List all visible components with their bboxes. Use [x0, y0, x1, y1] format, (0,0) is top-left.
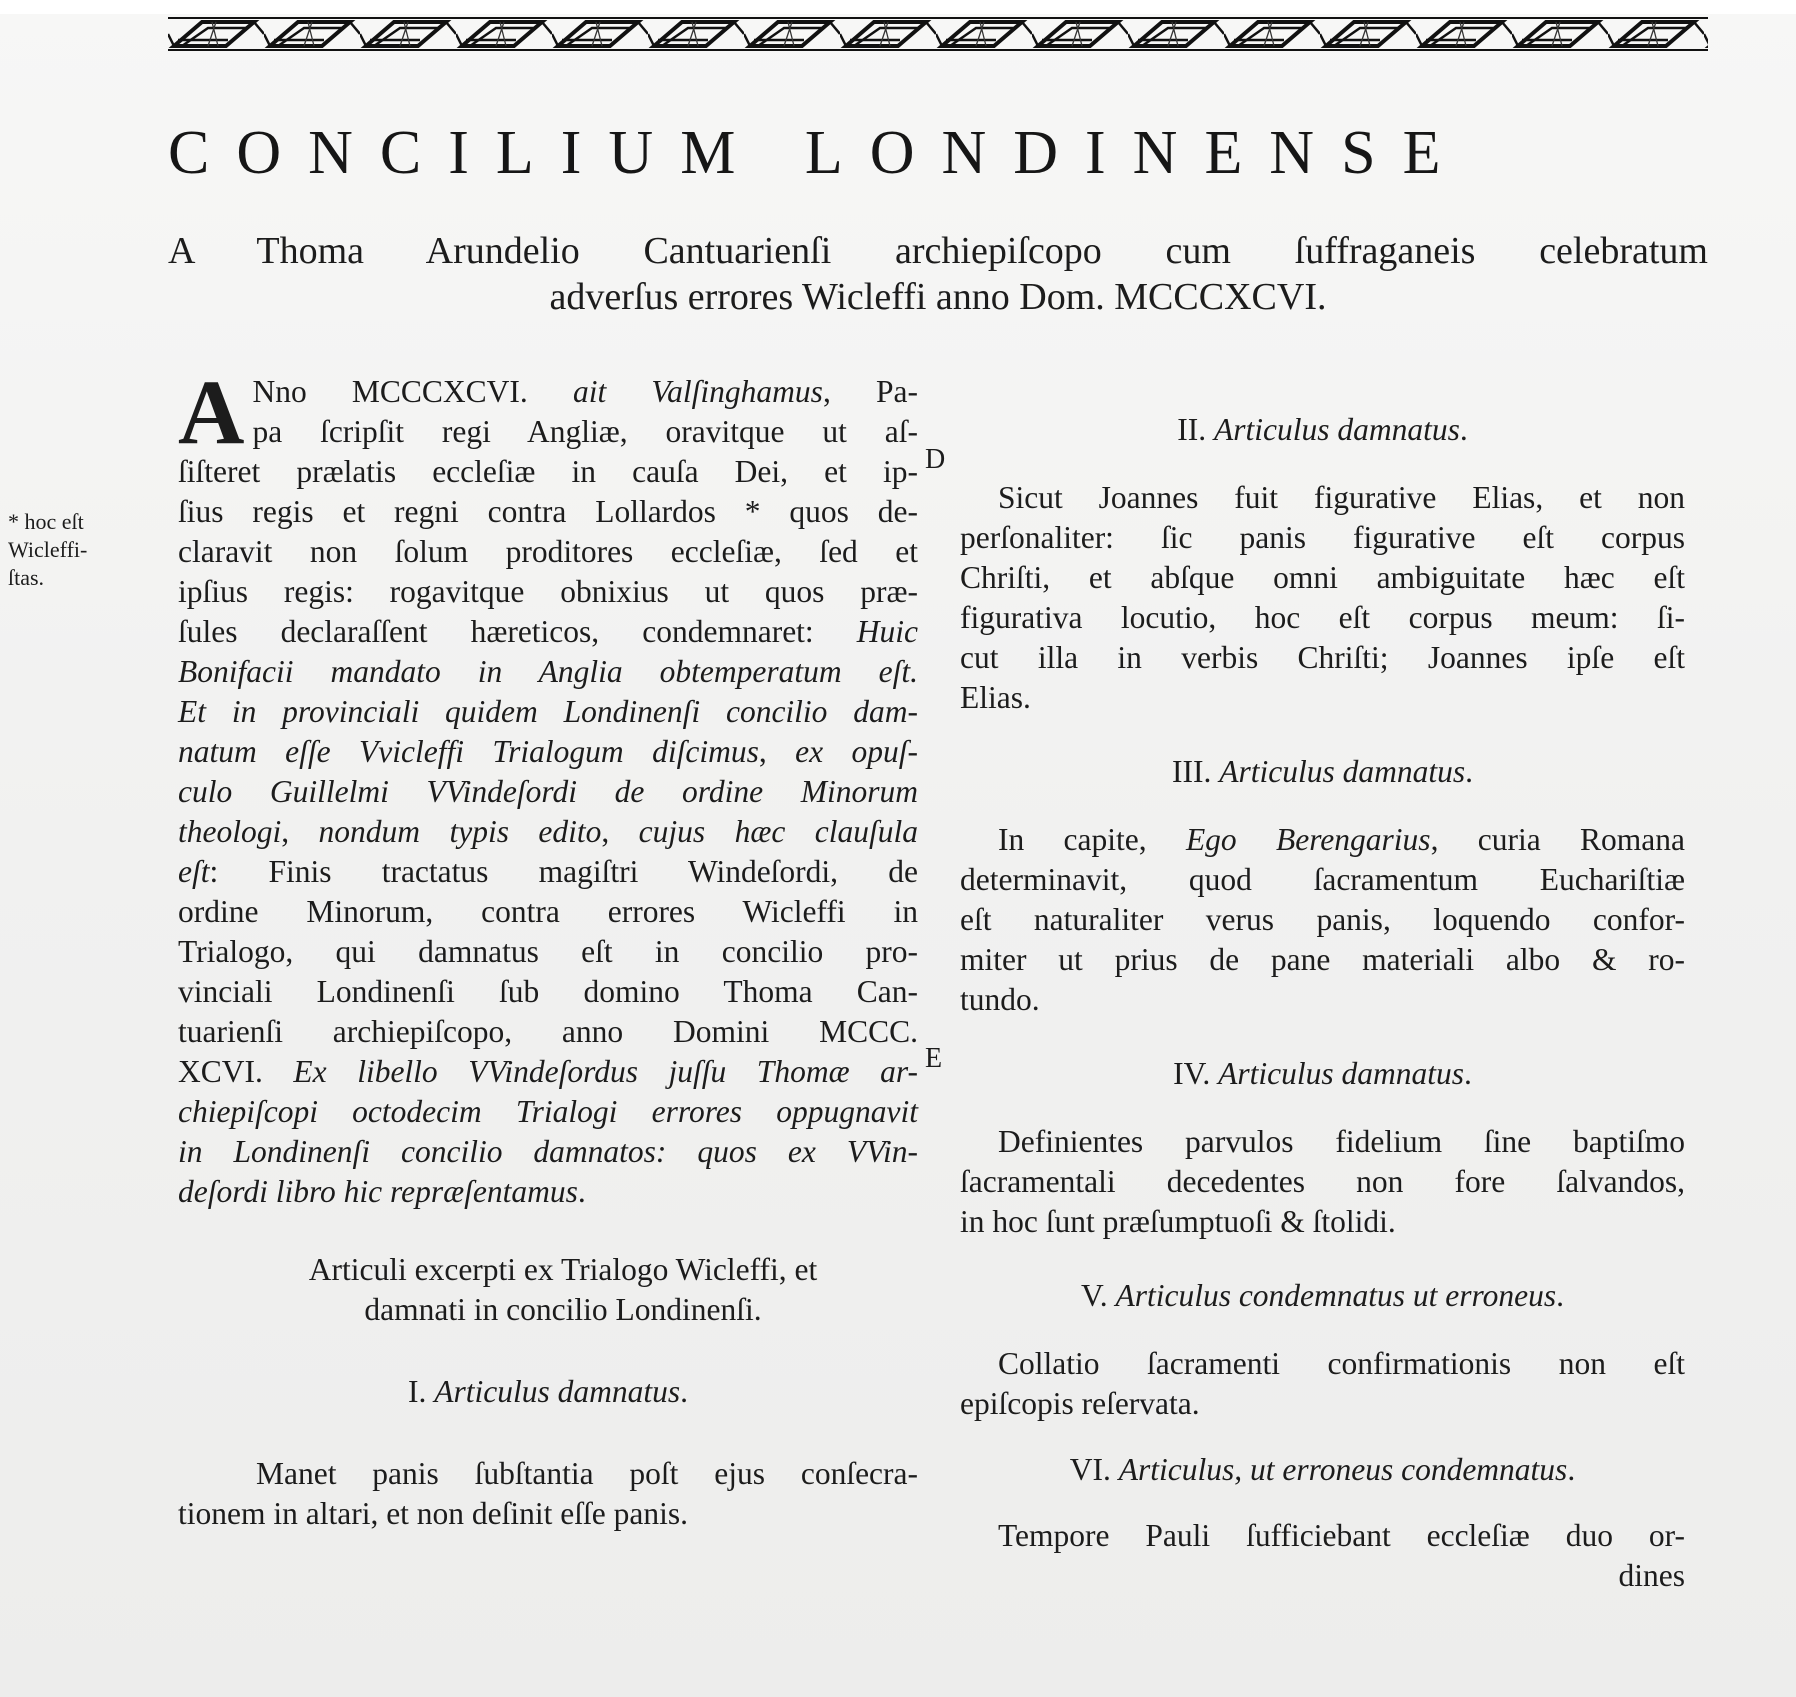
margin-letter-e: E — [925, 1043, 943, 1074]
text-line: eſt: Finis tractatus magiſtri Windeſordi, de — [178, 854, 918, 889]
text-line: epiſcopis reſervata. — [960, 1386, 1200, 1421]
text-line: Tempore Pauli ſufficiebant eccleſiæ duo or- — [998, 1518, 1685, 1553]
text-line: tundo. — [960, 982, 1040, 1017]
text-line: ſacramentali decedentes non fore ſalvandos, — [960, 1164, 1685, 1199]
article-6-heading: VI. Articulus, ut erroneus condemnatus. — [1069, 1452, 1576, 1487]
catchword: dines — [1618, 1558, 1685, 1593]
drop-cap: A — [178, 361, 245, 463]
text-line: ſiſteret prælatis eccleſiæ in cauſa Dei, et ip- — [178, 454, 918, 489]
text-line: in hoc ſunt præſumptuoſi & ſtolidi. — [960, 1204, 1396, 1239]
margin-letter-d: D — [925, 444, 946, 475]
text-line: Bonifacii mandato in Anglia obtemperatum eſt. — [178, 654, 918, 689]
text-line: ipſius regis: rogavitque obnixius ut quos præ- — [178, 574, 918, 609]
article-3-heading: III. Articulus damnatus. — [1172, 754, 1473, 789]
subtitle-line-1: A Thoma Arundelio Cantuarienſi archiepiſcopo cum ſuffraganeis celebratum — [168, 230, 1708, 272]
article-6-text — [960, 1516, 1685, 1596]
section-heading-line: damnati in concilio Londinenſi. — [364, 1292, 762, 1327]
text-line: Chriſti, et abſque omni ambiguitate hæc eſt — [960, 560, 1685, 595]
text-line: XCVI. Ex libello VVindeſordus juſſu Thomæ ar- — [178, 1054, 918, 1089]
section-heading — [178, 1250, 918, 1330]
article-4-heading: IV. Articulus damnatus. — [1173, 1056, 1472, 1091]
intro-paragraph — [178, 361, 919, 1212]
text-line: cut illa in verbis Chriſti; Joannes ipſe eſt — [960, 640, 1685, 675]
text-line: natum eſſe Vvicleffi Trialogum diſcimus, ex opuſ- — [178, 734, 919, 769]
text-line: ſius regis et regni contra Lollardos * quos de- — [178, 494, 918, 529]
text-line: Trialogo, qui damnatus eſt in concilio pro- — [178, 934, 918, 969]
text-line: eſt naturaliter verus panis, loquendo confor- — [960, 902, 1685, 937]
text-line: tionem in altari, et non deſinit eſſe panis. — [178, 1496, 688, 1531]
text-line: culo Guillelmi VVindeſordi de ordine Minorum — [178, 774, 918, 809]
article-1-text — [178, 1454, 918, 1534]
subtitle — [168, 228, 1708, 320]
section-heading-line: Articuli excerpti ex Trialogo Wicleffi, et — [308, 1252, 818, 1287]
margin-note-line: * hoc eſt — [8, 509, 84, 534]
article-2-text — [960, 478, 1685, 718]
article-5-heading: V. Articulus condemnatus ut erroneus. — [1081, 1278, 1564, 1313]
article-3-text — [960, 820, 1685, 1020]
page-title: CONCILIUM LONDINENSE — [168, 119, 1468, 187]
text-line: perſonaliter: ſic panis figurative eſt corpus — [960, 520, 1685, 555]
text-line: In capite, Ego Berengarius, curia Romana — [998, 822, 1685, 857]
text-line: pa ſcripſit regi Angliæ, oravitque ut aſ- — [252, 414, 918, 449]
text-line: Definientes parvulos fidelium ſine baptiſmo — [998, 1124, 1685, 1159]
text-line: figurativa locutio, hoc eſt corpus meum: ſi- — [960, 600, 1685, 635]
margin-note — [8, 508, 128, 592]
text-line: Nno MCCCXCVI. ait Valſinghamus, Pa- — [252, 374, 918, 409]
text-line: chiepiſcopi octodecim Trialogi errores oppugnavit — [178, 1094, 918, 1129]
article-2-heading: II. Articulus damnatus. — [1177, 412, 1468, 447]
right-column — [960, 372, 1685, 1596]
text-line: Sicut Joannes fuit figurative Elias, et non — [998, 480, 1685, 515]
article-5-text — [960, 1344, 1685, 1424]
article-4-text — [960, 1122, 1685, 1242]
margin-note-line: Wicleffi- — [8, 537, 88, 562]
text-line: miter ut prius de pane materiali albo & ro- — [960, 942, 1685, 977]
subtitle-line-2: adverſus errores Wicleffi anno Dom. MCCCXCVI. — [549, 276, 1327, 318]
text-line: Et in provinciali quidem Londinenſi concilio dam- — [178, 694, 918, 729]
text-line: Elias. — [960, 680, 1031, 715]
text-line: in Londinenſi concilio damnatos: quos ex VVin- — [178, 1134, 918, 1169]
decorative-border-icon — [168, 16, 1708, 52]
top-margin — [0, 0, 1796, 14]
margin-note-line: ſtas. — [8, 565, 45, 590]
text-line: tuarienſi archiepiſcopo, anno Domini MCCC. — [178, 1014, 918, 1049]
text-line: ſules declaraſſent hæreticos, condemnaret: Huic — [178, 614, 918, 649]
text-line: Collatio ſacramenti confirmationis non eſt — [998, 1346, 1685, 1381]
text-line: ordine Minorum, contra errores Wicleffi in — [178, 894, 918, 929]
text-line: deſordi libro hic repræſentamus. — [178, 1174, 586, 1209]
text-line: claravit non ſolum proditores eccleſiæ, ſed et — [178, 534, 918, 569]
text-line: theologi, nondum typis edito, cujus hæc clauſula — [178, 814, 918, 849]
left-column — [178, 361, 919, 1534]
article-1-heading: I. Articulus damnatus. — [407, 1374, 688, 1409]
text-line: vinciali Londinenſi ſub domino Thoma Can- — [178, 974, 918, 1009]
text-line: determinavit, quod ſacramentum Euchariſtiæ — [960, 862, 1685, 897]
text-line: Manet panis ſubſtantia poſt ejus conſecra- — [256, 1456, 918, 1491]
